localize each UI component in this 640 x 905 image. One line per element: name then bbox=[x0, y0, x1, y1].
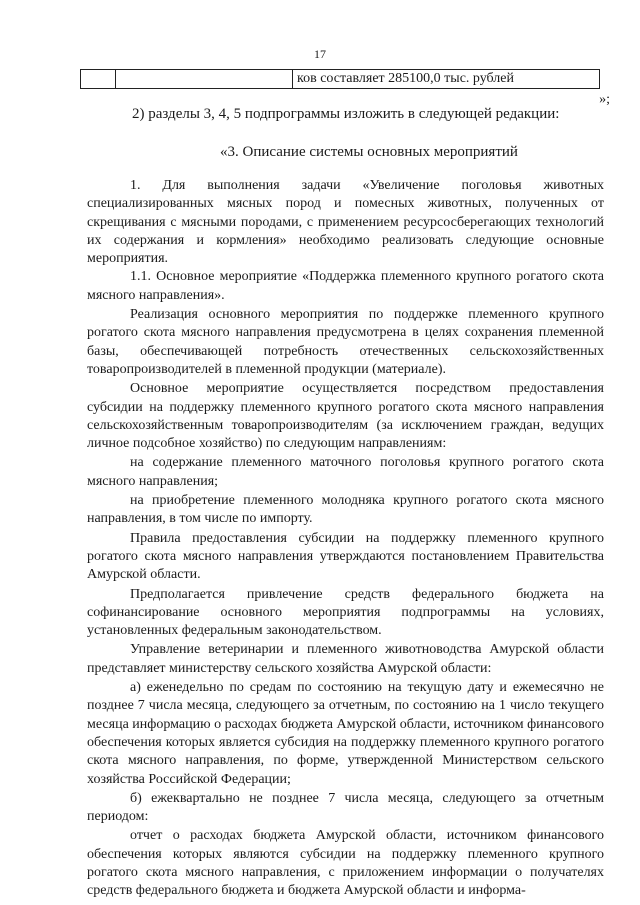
paragraph: на содержание племенного маточного поголовья крупного рогатого скота мясного направления; bbox=[87, 455, 604, 489]
paragraph: 1. Для выполнения задачи «Увеличение поголовья животных специализированных мясных пород и помесных животных, полученных от скрещивания с мясными породами, с применением ресурсосберегающих технологий их содержания и кормления» необходимо реализовать следующие основные мероприятия. bbox=[87, 178, 604, 267]
section-intro: 2) разделы 3, 4, 5 подпрограммы изложить в следующей редакции: bbox=[132, 106, 560, 122]
paragraph: отчет о расходах бюджета Амурской области, источником финансового обеспечения которых являются субсидии на поддержку племенного крупного рогатого скота мясного направления, с приложением информации о получателях средств федерального бюджета и бюджета Амурской области и информа- bbox=[87, 828, 604, 899]
closing-quote-mark: »; bbox=[599, 92, 610, 107]
table-cell-empty-2 bbox=[116, 70, 293, 88]
paragraph: б) ежеквартально не позднее 7 числа месяца, следующего за отчетным периодом: bbox=[87, 790, 604, 825]
body-text bbox=[87, 177, 604, 901]
paragraph: Основное мероприятие осуществляется посредством предоставления субсидии на поддержку племенного крупного рогатого скота мясного направления сельскохозяйственным товаропроизводителям (за исключением граждан, ведущих личное подсобное хозяйство) по следующим направлениям: bbox=[87, 381, 604, 452]
paragraph: Реализация основного мероприятия по поддержке племенного крупного рогатого скота мясного направления предусмотрена в целях сохранения племенной базы, обеспечивающей потребность отечественных сельскохозяйственных товаропроизводителей в племенной продукции (материале). bbox=[87, 307, 604, 377]
section-heading: «3. Описание системы основных мероприятий bbox=[220, 144, 518, 160]
paragraph: на приобретение племенного молодняка крупного рогатого скота мясного направления, в том числе по импорту. bbox=[87, 493, 604, 527]
paragraph: а) еженедельно по средам по состоянию на текущую дату и ежемесячно не позднее 7 числа месяца, следующего за отчетным, по состоянию на 1 число текущего месяца информацию о расходах бюджета Амурской области, источником финансового обеспечения которых является субсидия на поддержку племенного крупного рогатого скота мясного направления, по форме, утвержденной Министерством сельского хозяйства Российской Федерации; bbox=[87, 680, 604, 787]
paragraph: Правила предоставления субсидии на поддержку племенного крупного рогатого скота мясного направления утверждаются постановлением Правительства Амурской области. bbox=[87, 530, 604, 583]
table-fragment bbox=[80, 69, 600, 89]
paragraph: 1.1. Основное мероприятие «Поддержка племенного крупного рогатого скота мясного направления». bbox=[87, 269, 604, 303]
table-cell-text: ков составляет 285100,0 тыс. рублей bbox=[297, 71, 514, 86]
page-number: 17 bbox=[314, 47, 326, 61]
paragraph: Управление ветеринарии и племенного животноводства Амурской области представляет министерству сельского хозяйства Амурской области: bbox=[87, 642, 604, 676]
paragraph: Предполагается привлечение средств федерального бюджета на софинансирование основного мероприятия подпрограммы на условиях, установленных федеральным законодательством. bbox=[87, 586, 604, 639]
table-cell-empty-1 bbox=[81, 70, 116, 88]
